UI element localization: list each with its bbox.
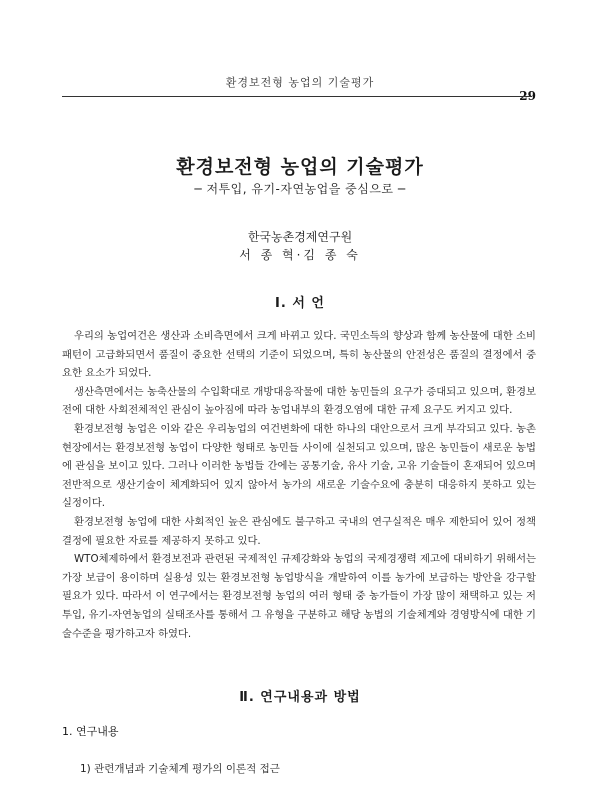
paragraph-4: 환경보전형 농업에 대한 사회적인 높은 관심에도 불구하고 국내의 연구실적은 매우 제한되어 있어 정책결정에 필요한 자료를 제공하지 못하고 있다. — [62, 515, 536, 547]
paragraph-1: 우리의 농업여건은 생산과 소비측면에서 크게 바뀌고 있다. 국민소득의 향상과 함께 농산물에 대한 소비패턴이 고급화되면서 품질이 중요한 선택의 기준이 되었으며, 특히 농산물의 안전성은 품질의 결정에서 중요한 요소가 되었다. — [62, 330, 536, 380]
paragraph-3: 환경보전형 농업은 이와 같은 우리농업의 여건변화에 대한 하나의 대안으로서 크게 부각되고 있다. 농촌현장에서는 환경보전형 농업이 다양한 형태로 농민들 사이에 실천되고 있으며, 많은 농민들이 새로운 농법에 관심을 보이고 있다. 그러나 이러한 농법들 간에는 공통기술, 유사 기술, 고유 기술들이 혼재되어 있으며 전반적으로 생산기술이 체계화되어 있지 않아서 농가의 새로운 기술수요에 충분히 대응하지 못하고 있는 실정이다. — [62, 422, 536, 510]
subsection-heading: 1. 연구내용 — [62, 725, 119, 738]
page-number: 29 — [519, 89, 536, 103]
section1-body — [62, 327, 536, 643]
header-rule — [62, 96, 532, 97]
section2-heading: Ⅱ. 연구내용과 방법 — [239, 690, 361, 705]
section1-heading: Ⅰ. 서 언 — [275, 296, 325, 311]
affiliation: 한국농촌경제연구원 — [247, 230, 353, 244]
paragraph-2: 생산측면에서는 농축산물의 수입확대로 개방대응작물에 대한 농민들의 요구가 증대되고 있으며, 환경보전에 대한 사회전체적인 관심이 높아짐에 따라 농업내부의 환경오염에 대한 규제 요구도 커지고 있다. — [62, 385, 536, 417]
running-head: 환경보전형 농업의 기술평가 — [225, 76, 375, 89]
paragraph-5: WTO체제하에서 환경보전과 관련된 국제적인 규제강화와 농업의 국제경쟁력 제고에 대비하기 위해서는 가장 보급이 용이하며 실용성 있는 환경보전형 농업방식을 개발하여 이를 농가에 보급하는 방안을 강구할 필요가 있다. 따라서 이 연구에서는 환경보전형 농업의 여러 형태 중 농가들이 가장 많이 채택하고 있는 저투입, 유기-자연농업의 실태조사를 통해서 그 유형을 구분하고 해당 농법의 기술체계와 경영방식에 대한 기술수준을 평가하고자 하였다. — [62, 553, 536, 640]
paper-title: 환경보전형 농업의 기술평가 — [176, 156, 424, 178]
authors: 서 종 혁·김 종 숙 — [239, 248, 361, 262]
paper-subtitle: ─ 저투입, 유기-자연농업을 중심으로 ─ — [194, 182, 406, 196]
list-item: 1) 관련개념과 기술체계 평가의 이론적 접근 — [80, 763, 280, 775]
